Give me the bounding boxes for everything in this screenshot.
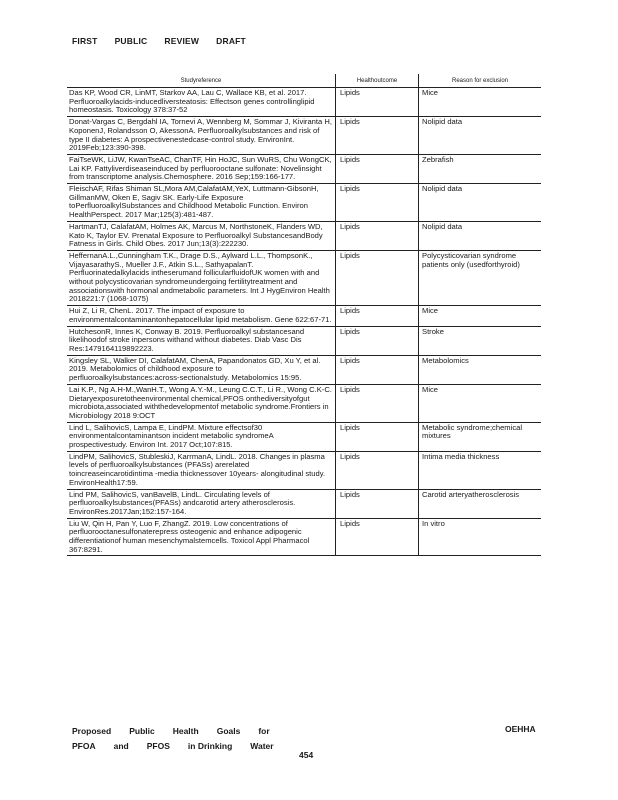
exclusion-reason-cell: Nolipid data	[419, 184, 542, 222]
health-outcome-cell: Lipids	[336, 384, 419, 422]
table-row	[67, 154, 541, 183]
footer-word: Goals	[216, 726, 241, 736]
exclusion-reason-cell: Mice	[419, 384, 542, 422]
health-outcome-cell: Lipids	[336, 184, 419, 222]
health-outcome-cell: Lipids	[336, 518, 419, 556]
health-outcome-cell: Lipids	[336, 117, 419, 155]
table-row	[67, 117, 541, 155]
document-footer	[72, 724, 292, 754]
footer-word: Water	[250, 741, 274, 751]
exclusion-reason-cell: Intima media thickness	[419, 451, 542, 489]
column-header-reason: Reason for exclusion	[419, 74, 542, 88]
health-outcome-cell: Lipids	[336, 422, 419, 451]
table-row	[67, 518, 541, 556]
exclusion-reason-cell: Carotid arteryatherosclerosis	[419, 489, 542, 518]
table-row	[67, 355, 541, 384]
table-row	[67, 250, 541, 305]
health-outcome-cell: Lipids	[336, 221, 419, 250]
study-reference-cell: HartmanTJ, CalafatAM, Holmes AK, Marcus M, NorthstoneK, Flanders WD, Kato K, Taylor EV. Prenatal Exposure to Perfluoroalkyl SubstancesandBody Fatness in Girls. Child Obes. 2017 Jun;13(3):222230.	[67, 221, 336, 250]
health-outcome-cell: Lipids	[336, 355, 419, 384]
exclusion-reason-cell: Nolipid data	[419, 117, 542, 155]
table-header-row	[67, 74, 541, 88]
study-reference-cell: Kingsley SL, Walker DI, CalafatAM, ChenA, Papandonatos GD, Xu Y, et al. 2019. Metabolomics of childhood exposure to perfluoroalkylsubstances:across-sectionalstudy. Metabolomics 15:95.	[67, 355, 336, 384]
study-reference-cell: Donat-Vargas C, Bergdahl IA, Tornevi A, Wennberg M, Sommar J, Kiviranta H, KoponenJ, Rolandsson O, AkessonA. Perfluoroalkylsubstances and risk of type II diabetes: A prospectivenestedcase-control study. EnvironInt. 2019Feb;123:390-398.	[67, 117, 336, 155]
table-row	[67, 489, 541, 518]
study-reference-cell: FleischAF, Rifas Shiman SL,Mora AM,CalafatAM,YeX, Luttmann-GibsonH, GillmanMW, Oken E, Sagiv SK. Early-Life Exposure toPerfluoroalkylSubstances and Childhood Metabolic Function. Environ HealthPerspect. 2017 Mar;125(3):481-487.	[67, 184, 336, 222]
health-outcome-cell: Lipids	[336, 250, 419, 305]
column-header-health-outcome: Healthoutcome	[336, 74, 419, 88]
study-reference-cell: Lind PM, SalihovicS, vanBavelB, LindL. Circulating levels of perfluoroalkylsubstances(PFASs) andcarotid artery atherosclerosis. EnvironRes.2017Jan;152:157-164.	[67, 489, 336, 518]
study-reference-cell: Liu W, Qin H, Pan Y, Luo F, ZhangZ. 2019. Low concentrations of perfluorooctanesulfonaterepress osteogenic and enhance adipogenic differentiationof human mesenchymalstemcells. Toxicol Appl Pharmacol 367:8291.	[67, 518, 336, 556]
footer-word: Health	[172, 726, 199, 736]
exclusion-reason-cell: Polycysticovarian syndrome patients only (usedforthyroid)	[419, 250, 542, 305]
footer-word: Proposed	[72, 726, 112, 736]
exclusion-reason-cell: Nolipid data	[419, 221, 542, 250]
footer-word: for	[258, 726, 270, 736]
footer-title-line-2	[72, 739, 292, 754]
page-number: 454	[299, 750, 314, 760]
footer-word: and	[113, 741, 129, 751]
footer-title-line-1	[72, 724, 292, 739]
header-word: DRAFT	[216, 36, 246, 46]
exclusion-reason-cell: Metabolomics	[419, 355, 542, 384]
health-outcome-cell: Lipids	[336, 88, 419, 117]
health-outcome-cell: Lipids	[336, 154, 419, 183]
health-outcome-cell: Lipids	[336, 326, 419, 355]
study-reference-cell: LindPM, SalihovicS, StubleskiJ, KarrmanA, LindL. 2018. Changes in plasma levels of perfluoroalkylsubstances (PFASs) arerelated toincreaseincarotidintima -media thicknessover 10years- alongitudinal study. EnvironHealth17:59.	[67, 451, 336, 489]
table-row	[67, 221, 541, 250]
study-reference-cell: Lind L, SalihovicS, Lampa E, LindPM. Mixture effectsof30 environmentalcontaminantson incident metabolic syndromeA prospectivestudy. Environ Int. 2017 Oct;107:815.	[67, 422, 336, 451]
study-reference-cell: Hui Z, Li R, ChenL. 2017. The impact of exposure to environmentalcontaminantonhepatocellular lipid metabolism. Gene 622:67-71.	[67, 306, 336, 326]
table-row	[67, 384, 541, 422]
exclusion-reason-cell: Metabolic syndrome;chemical mixtures	[419, 422, 542, 451]
table-row	[67, 88, 541, 117]
health-outcome-cell: Lipids	[336, 306, 419, 326]
footer-agency: OEHHA	[505, 724, 536, 734]
exclusion-reason-cell: In vitro	[419, 518, 542, 556]
footer-word: Public	[129, 726, 155, 736]
exclusion-reason-cell: Zebrafish	[419, 154, 542, 183]
header-word: REVIEW	[164, 36, 200, 46]
header-word: FIRST	[72, 36, 98, 46]
table-row	[67, 451, 541, 489]
study-reference-cell: Das KP, Wood CR, LinMT, Starkov AA, Lau C, Wallace KB, et al. 2017. Perfluoroalkylacids-inducedliversteatosis: Effectson genes controllinglipid homeostasis. Toxicology 378:37-52	[67, 88, 336, 117]
study-reference-cell: HutchesonR, Innes K, Conway B. 2019. Perfluoroalkyl substancesand likelihoodof stroke inpersons withand without diabetes. Diab Vasc Dis Res:1479164119892223.	[67, 326, 336, 355]
exclusion-table	[67, 74, 541, 556]
health-outcome-cell: Lipids	[336, 451, 419, 489]
column-header-study-reference: Studyreference	[67, 74, 336, 88]
table-row	[67, 422, 541, 451]
footer-word: PFOA	[72, 741, 96, 751]
table-row	[67, 184, 541, 222]
header-word: PUBLIC	[114, 36, 148, 46]
study-reference-cell: HeffernanA.L.,Cunningham T.K., Drage D.S., Aylward L.L., ThompsonK., VijayasarathyS., Mueller J.F., Atkin S.L., SathyapalanT. Perfluorinatedalkylacids intheserumand follicularfluidofUK women with and without polycysticovarian syndromeundergoing fertilitytreatment and associationswith hormonal andmetabolic parameters. Int J HygEnviron Health 2018221:7 (1068-1075)	[67, 250, 336, 305]
footer-word: in Drinking	[187, 741, 233, 751]
exclusion-reason-cell: Mice	[419, 88, 542, 117]
footer-word: PFOS	[146, 741, 170, 751]
exclusion-reason-cell: Stroke	[419, 326, 542, 355]
table-row	[67, 326, 541, 355]
health-outcome-cell: Lipids	[336, 489, 419, 518]
study-reference-cell: FaiTseWK, LiJW, KwanTseAC, ChanTF, Hin HoJC, Sun WuRS, Chu WongCK, Lai KP. Fattyliverdiseaseinduced by perfluorooctane sulfonate: Novelinsight from transcriptome analysis.Chemosphere. 2016 Sep;159:166-177.	[67, 154, 336, 183]
table-row	[67, 306, 541, 326]
draft-header	[72, 36, 263, 46]
exclusion-reason-cell: Mice	[419, 306, 542, 326]
study-reference-cell: Lai K.P., Ng A.H-M.,WanH.T., Wong A.Y.-M., Leung C.C.T., Li R., Wong C.K-C. Dietaryexposuretotheenvironmental chemical,PFOS onthediversityofgut microbiota,associated withthedevelopmentof metabolic syndrome.Frontiers in Microbiology 2018 9:OCT	[67, 384, 336, 422]
